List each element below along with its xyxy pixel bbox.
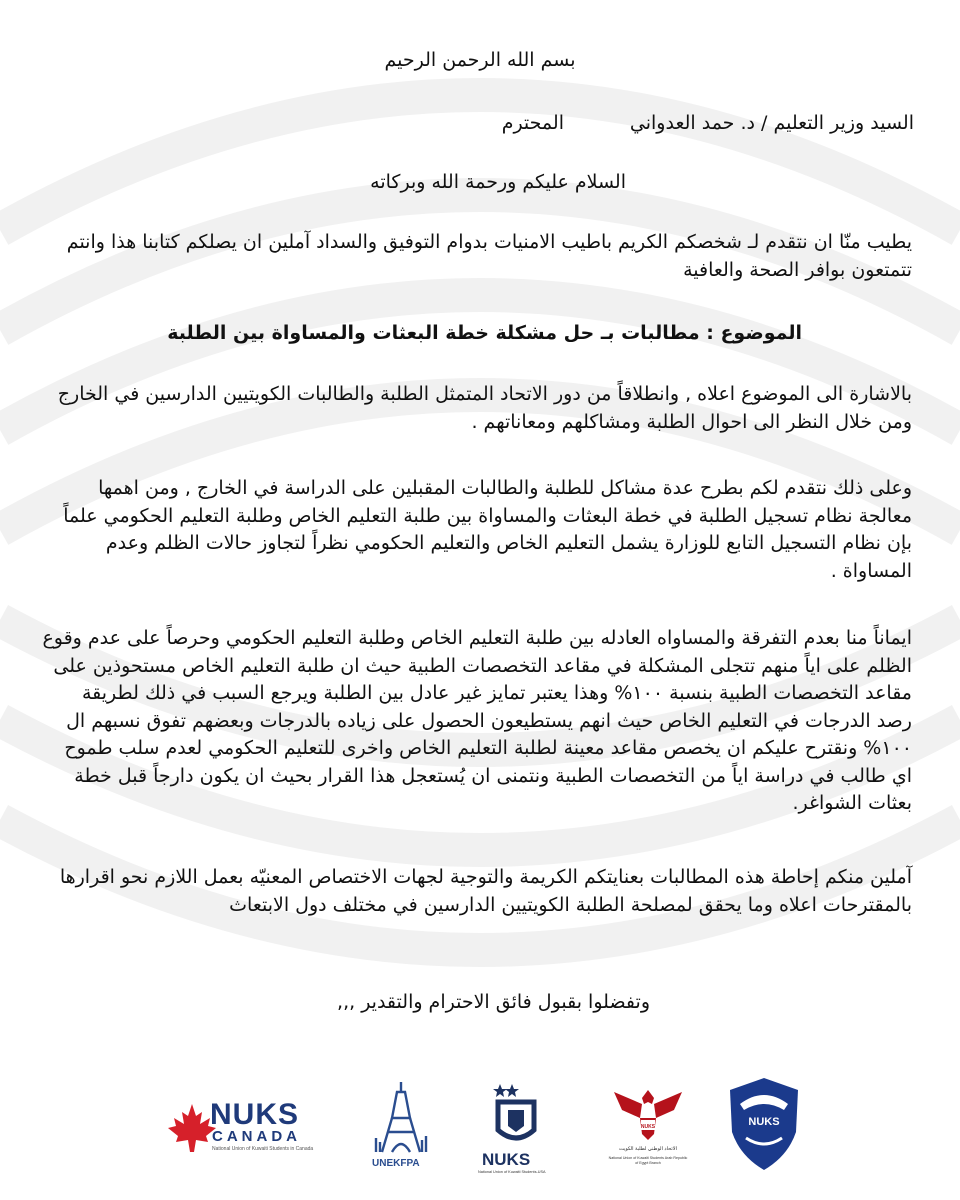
- greeting: السلام عليكم ورحمة الله وبركاته: [370, 171, 626, 193]
- nuks-canada-logo: [166, 1098, 316, 1158]
- subject-line: الموضوع : مطالبات بـ حل مشكلة خطة البعثات والمساواة بين الطلبة: [167, 322, 802, 344]
- nuks-canada-main: NUKS: [210, 1098, 300, 1131]
- eiffel-tower-icon: [370, 1080, 432, 1160]
- eagle-icon: [608, 1082, 688, 1144]
- nuks-usa-caption: National Union of Kuwaiti Students-USA: [478, 1170, 546, 1174]
- basmala: بسم الله الرحمن الرحيم: [384, 49, 576, 71]
- paragraph-3: ايماناً منا بعدم التفرقة والمساواه العادله بين طلبة التعليم الخاص وطلبة التعليم الحكومي وحرصاً على عدم وقوع الظلم على اياً منهم تتجلى المشكلة في مقاعد التخصصات الطبية حيث ان طلبة التعليم الخاص مستحوذين على مقاعد التخصصات الطبية بنسبة ١٠٠% وهذا يعتبر تمايز غير عادل بين الطلبة ويرجع السبب في ذلك لطريقة رصد الدرجات في التعليم الخاص حيث انهم يستطيعون الحصول على زياده بالدرجات وبعضهم تفوق نسبهم ال ١٠٠% ونقترح عليكم ان يخصص مقاعد معينة لطلبة التعليم الخاص واخرى للتعليم الحكومي لعدم سلب طموح اي طالب في دراسة اياً من التخصصات الطبية ونتمنى ان يُستعجل هذا القرار بحيث ان يكون دارجاً قبل خطة بعثات الشواغر.: [42, 627, 912, 814]
- nuks-shield-label: NUKS: [748, 1116, 780, 1128]
- intro-paragraph: يطيب منّا ان نتقدم لـ شخصكم الكريم باطيب الامنيات بدوام التوفيق والسداد آملين ان يصلكم كتابنا هذا وانتم تتمتعون بوافر الصحة والعافية: [66, 231, 912, 281]
- unekfpa-logo: [370, 1080, 432, 1180]
- nuks-canada-sub: CANADA: [212, 1128, 301, 1145]
- paragraph-4: آملين منكم إحاطة هذه المطالبات بعنايتكم الكريمة والتوجية لجهات الاختصاص المعنيّه بعمل اللازم نحو اقرارها بالمقترحات اعلاه وما يحقق لمصلحة الطلبة الكويتيين الدارسين في مختلف دول الابتعاث: [59, 866, 912, 916]
- paragraph-1: بالاشارة الى الموضوع اعلاه , وانطلاقاً من دور الاتحاد المتمثل الطلبة والطالبات الكويتيين الدارسين في الخارج ومن خلال النظر الى احوال الطلبة ومشاكلهم ومعاناتهم .: [57, 383, 912, 433]
- nuks-usa-emblem-icon: [478, 1080, 554, 1152]
- nuks-egypt-caption: National Union of Kuwaiti Students Arab Republic of Egypt Branch: [608, 1156, 688, 1165]
- nuks-canada-caption: National Union of Kuwaiti Students in Canada: [212, 1146, 314, 1152]
- unekfpa-label: UNEKFPA: [372, 1158, 420, 1169]
- closing: وتفضلوا بقبول فائق الاحترام والتقدير ,,,: [337, 991, 650, 1013]
- recipient-honorific: المحترم: [501, 112, 564, 134]
- svg-text:NUKS: NUKS: [640, 1124, 656, 1130]
- paragraph-2: وعلى ذلك نتقدم لكم بطرح عدة مشاكل للطلبة والطالبات المقبلين على الدراسة في الخارج , ومن اهمها معالجة نظام تسجيل الطلبة في خطة البعثات والمساواة بين طلبة التعليم الخاص وطلبة التعليم الحكومي علماً بإن نظام التسجيل التابع للوزارة يشمل التعليم الخاص والتعليم الحكومي نظراً لتجاوز حالات الظلم وعدم المساواة .: [63, 477, 912, 582]
- nuks-usa-label: NUKS: [482, 1150, 531, 1169]
- recipient-title: السيد وزير التعليم / د. حمد العدواني: [629, 112, 914, 134]
- nuks-usa-logo: [478, 1080, 554, 1180]
- logo-strip: [0, 1070, 960, 1200]
- nuks-egypt-arabic: الاتحاد الوطني لطلبة الكويت: [619, 1146, 677, 1152]
- nuks-egypt-logo: [608, 1082, 688, 1178]
- nuks-shield-logo: [726, 1076, 802, 1172]
